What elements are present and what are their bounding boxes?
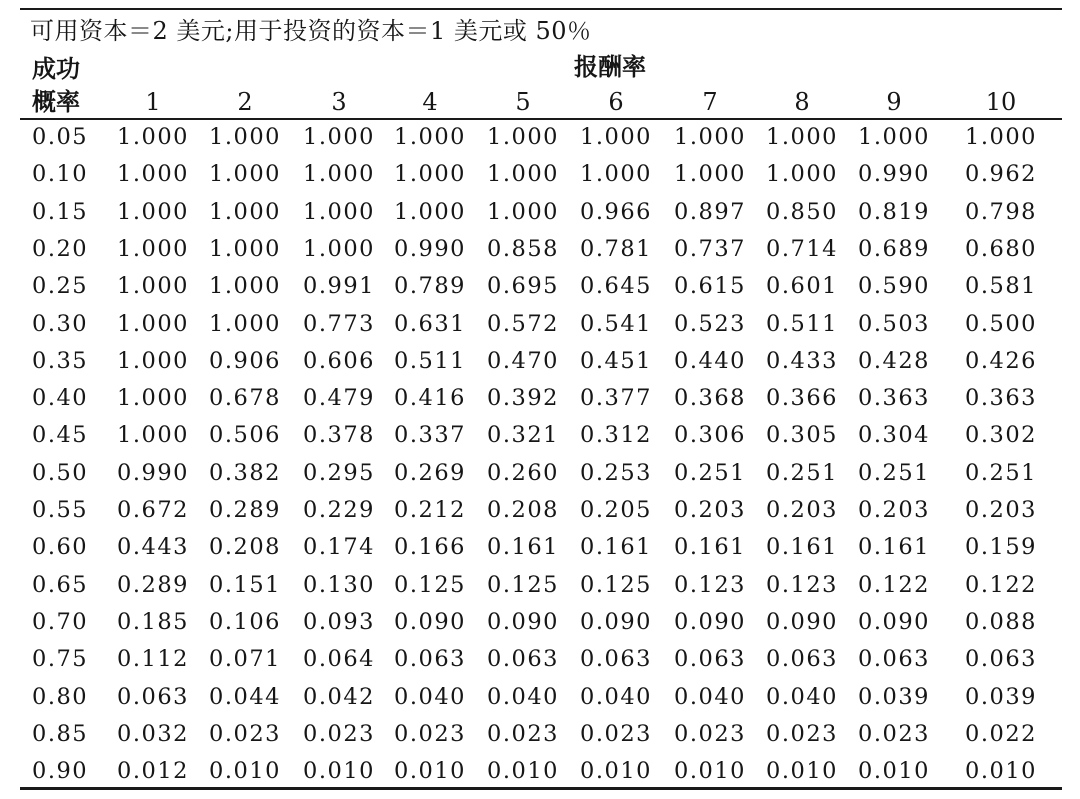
table-cell: 0.023: [858, 720, 930, 747]
success-probability-cell: 0.90: [32, 758, 89, 785]
success-probability-cell: 0.40: [32, 385, 89, 412]
table-cell: 1.000: [487, 161, 559, 188]
table-cell: 1.000: [303, 124, 375, 150]
table-cell: 0.382: [209, 459, 281, 486]
table-cell: 0.500: [965, 310, 1037, 337]
table-cell: 1.000: [303, 161, 375, 188]
table-cell: 0.305: [766, 422, 838, 449]
table-cell: 0.063: [858, 646, 930, 673]
table-cell: 0.781: [580, 235, 652, 262]
column-header-1: 1: [145, 88, 161, 116]
table-cell: 1.000: [117, 235, 189, 262]
table-cell: 0.023: [766, 720, 838, 747]
table-cell: 0.479: [303, 385, 375, 412]
table-cell: 0.440: [674, 347, 746, 374]
table-cell: 0.023: [303, 720, 375, 747]
table-cell: 0.040: [394, 683, 466, 710]
table-cell: 0.615: [674, 273, 746, 300]
table-cell: 0.990: [394, 235, 466, 262]
table-cell: 0.090: [674, 608, 746, 635]
table-cell: 1.000: [766, 161, 838, 188]
table-cell: 0.511: [766, 310, 838, 337]
table-cell: 0.208: [487, 497, 559, 523]
table-cell: 0.269: [394, 459, 466, 486]
stub-header-line-1: 成功: [32, 54, 80, 83]
table-cell: 1.000: [303, 235, 375, 262]
table-cell: 0.166: [394, 534, 466, 561]
table-bottom-rule: [20, 787, 1062, 790]
table-cell: 1.000: [117, 422, 189, 449]
table-cell: 0.090: [487, 608, 559, 635]
table-cell: 1.000: [487, 124, 559, 150]
table-cell: 0.506: [209, 422, 281, 449]
table-cell: 0.185: [117, 608, 189, 635]
table-cell: 1.000: [209, 124, 281, 150]
table-cell: 0.106: [209, 608, 281, 635]
success-probability-cell: 0.55: [32, 497, 89, 523]
table-cell: 0.858: [487, 235, 559, 262]
table-cell: 1.000: [303, 198, 375, 225]
table-cell: 0.023: [580, 720, 652, 747]
table-cell: 0.306: [674, 422, 746, 449]
table-cell: 0.251: [858, 459, 930, 486]
table-cell: 0.251: [965, 459, 1037, 486]
table-cell: 0.040: [674, 683, 746, 710]
table-cell: 0.229: [303, 497, 375, 523]
table-cell: 1.000: [209, 198, 281, 225]
success-probability-cell: 0.45: [32, 422, 89, 449]
table-cell: 1.000: [674, 161, 746, 188]
table-cell: 0.523: [674, 310, 746, 337]
table-cell: 0.798: [965, 198, 1037, 225]
table-cell: 0.161: [487, 534, 559, 561]
table-cell: 0.368: [674, 385, 746, 412]
table-cell: 0.672: [117, 497, 189, 523]
table-cell: 0.039: [858, 683, 930, 710]
table-caption: 可用资本＝2 美元;用于投资的资本＝1 美元或 50％: [30, 17, 592, 45]
table-cell: 0.161: [674, 534, 746, 561]
table-cell: 0.416: [394, 385, 466, 412]
table-cell: 0.212: [394, 497, 466, 523]
table-cell: 0.023: [674, 720, 746, 747]
table-cell: 0.203: [858, 497, 930, 523]
table-cell: 0.090: [766, 608, 838, 635]
table-cell: 0.990: [117, 459, 189, 486]
table-cell: 0.260: [487, 459, 559, 486]
table-cell: 1.000: [117, 161, 189, 188]
success-probability-cell: 0.50: [32, 459, 89, 486]
table-cell: 0.962: [965, 161, 1037, 188]
table-cell: 0.010: [580, 758, 652, 785]
table-cell: 0.090: [394, 608, 466, 635]
table-cell: 0.337: [394, 422, 466, 449]
table-cell: 0.071: [209, 646, 281, 673]
table-cell: 0.010: [487, 758, 559, 785]
table-cell: 0.251: [674, 459, 746, 486]
table-cell: 0.541: [580, 310, 652, 337]
table-cell: 0.378: [303, 422, 375, 449]
table-cell: 0.678: [209, 385, 281, 412]
table-cell: 0.906: [209, 347, 281, 374]
success-probability-cell: 0.15: [32, 198, 89, 225]
table-cell: 0.363: [858, 385, 930, 412]
table-cell: 1.000: [580, 161, 652, 188]
success-probability-cell: 0.75: [32, 646, 89, 673]
table-cell: 0.426: [965, 347, 1037, 374]
table-cell: 0.590: [858, 273, 930, 300]
table-cell: 1.000: [209, 235, 281, 262]
table-cell: 0.689: [858, 235, 930, 262]
table-cell: 0.022: [965, 720, 1037, 747]
table-cell: 0.773: [303, 310, 375, 337]
table-cell: 0.289: [117, 571, 189, 598]
table-cell: 1.000: [209, 273, 281, 300]
table-cell: 0.161: [766, 534, 838, 561]
table-cell: 0.451: [580, 347, 652, 374]
table-cell: 0.966: [580, 198, 652, 225]
table-cell: 1.000: [117, 310, 189, 337]
table-cell: 0.040: [487, 683, 559, 710]
table-cell: 0.122: [965, 571, 1037, 598]
table-cell: 0.090: [858, 608, 930, 635]
table-cell: 0.645: [580, 273, 652, 300]
table-cell: 0.010: [394, 758, 466, 785]
table-cell: 0.010: [766, 758, 838, 785]
success-probability-cell: 0.20: [32, 235, 89, 262]
table-cell: 0.789: [394, 273, 466, 300]
table-cell: 0.063: [487, 646, 559, 673]
table-cell: 1.000: [209, 310, 281, 337]
table-cell: 0.631: [394, 310, 466, 337]
table-cell: 0.366: [766, 385, 838, 412]
table-cell: 1.000: [580, 124, 652, 150]
table-cell: 0.174: [303, 534, 375, 561]
table-cell: 0.251: [766, 459, 838, 486]
table-cell: 1.000: [965, 124, 1037, 150]
table-cell: 0.321: [487, 422, 559, 449]
table-cell: 0.151: [209, 571, 281, 598]
table-cell: 0.581: [965, 273, 1037, 300]
table-cell: 0.443: [117, 534, 189, 561]
table-cell: 0.010: [209, 758, 281, 785]
table-cell: 0.312: [580, 422, 652, 449]
return-rate-spanner: 报酬率: [574, 52, 646, 81]
column-header-10: 10: [985, 88, 1017, 116]
table-cell: 0.010: [965, 758, 1037, 785]
table-cell: 0.064: [303, 646, 375, 673]
column-header-3: 3: [331, 88, 347, 116]
table-cell: 1.000: [394, 124, 466, 150]
success-probability-cell: 0.35: [32, 347, 89, 374]
table-cell: 0.123: [674, 571, 746, 598]
column-header-5: 5: [515, 88, 531, 116]
table-cell: 0.012: [117, 758, 189, 785]
column-header-2: 2: [237, 88, 253, 116]
table-cell: 0.990: [858, 161, 930, 188]
table-cell: 0.203: [766, 497, 838, 523]
table-cell: 0.032: [117, 720, 189, 747]
table-cell: 0.090: [580, 608, 652, 635]
table-cell: 0.063: [766, 646, 838, 673]
table-cell: 0.737: [674, 235, 746, 262]
table-cell: 0.205: [580, 497, 652, 523]
success-probability-cell: 0.70: [32, 608, 89, 635]
success-probability-cell: 0.10: [32, 161, 89, 188]
table-cell: 0.130: [303, 571, 375, 598]
column-header-7: 7: [702, 88, 718, 116]
table-cell: 0.044: [209, 683, 281, 710]
table-cell: 0.819: [858, 198, 930, 225]
table-cell: 0.377: [580, 385, 652, 412]
stub-header-line-2: 概率: [32, 87, 80, 116]
table-cell: 0.010: [303, 758, 375, 785]
table-cell: 1.000: [858, 124, 930, 150]
table-cell: 0.123: [766, 571, 838, 598]
success-probability-cell: 0.05: [32, 124, 89, 150]
table-cell: 0.063: [117, 683, 189, 710]
table-cell: 0.122: [858, 571, 930, 598]
table-cell: 0.470: [487, 347, 559, 374]
table-cell: 0.714: [766, 235, 838, 262]
table-cell: 0.253: [580, 459, 652, 486]
table-top-rule: [20, 8, 1062, 10]
table-cell: 0.503: [858, 310, 930, 337]
success-probability-cell: 0.80: [32, 683, 89, 710]
table-cell: 1.000: [394, 198, 466, 225]
table-cell: 0.304: [858, 422, 930, 449]
ruin-probability-table: [20, 8, 1062, 794]
table-cell: 1.000: [117, 198, 189, 225]
table-cell: 0.433: [766, 347, 838, 374]
table-cell: 0.295: [303, 459, 375, 486]
table-cell: 0.088: [965, 608, 1037, 635]
table-cell: 0.125: [394, 571, 466, 598]
table-cell: 0.991: [303, 273, 375, 300]
table-cell: 0.161: [858, 534, 930, 561]
success-probability-cell: 0.30: [32, 310, 89, 337]
table-cell: 0.063: [965, 646, 1037, 673]
table-cell: 0.093: [303, 608, 375, 635]
table-cell: 1.000: [674, 124, 746, 150]
table-cell: 0.125: [580, 571, 652, 598]
table-cell: 0.680: [965, 235, 1037, 262]
table-cell: 0.063: [674, 646, 746, 673]
table-cell: 0.010: [674, 758, 746, 785]
header-rule: [20, 118, 1062, 120]
table-cell: 0.125: [487, 571, 559, 598]
table-cell: 1.000: [394, 161, 466, 188]
table-cell: 0.023: [209, 720, 281, 747]
column-header-4: 4: [422, 88, 438, 116]
table-cell: 0.042: [303, 683, 375, 710]
table-cell: 0.897: [674, 198, 746, 225]
table-cell: 0.063: [580, 646, 652, 673]
table-cell: 1.000: [117, 385, 189, 412]
table-cell: 0.023: [487, 720, 559, 747]
table-cell: 0.302: [965, 422, 1037, 449]
table-cell: 1.000: [209, 161, 281, 188]
column-header-6: 6: [608, 88, 624, 116]
success-probability-cell: 0.65: [32, 571, 89, 598]
success-probability-cell: 0.25: [32, 273, 89, 300]
table-cell: 0.010: [858, 758, 930, 785]
table-cell: 0.511: [394, 347, 466, 374]
table-cell: 0.023: [394, 720, 466, 747]
table-cell: 1.000: [117, 273, 189, 300]
column-header-9: 9: [886, 88, 902, 116]
success-probability-cell: 0.60: [32, 534, 89, 561]
table-cell: 0.363: [965, 385, 1037, 412]
table-cell: 0.040: [766, 683, 838, 710]
table-cell: 1.000: [487, 198, 559, 225]
table-cell: 0.428: [858, 347, 930, 374]
table-cell: 0.159: [965, 534, 1037, 561]
table-cell: 0.161: [580, 534, 652, 561]
table-cell: 0.850: [766, 198, 838, 225]
table-cell: 1.000: [117, 347, 189, 374]
table-cell: 0.112: [117, 646, 189, 673]
table-cell: 0.203: [674, 497, 746, 523]
column-header-8: 8: [794, 88, 810, 116]
table-cell: 0.063: [394, 646, 466, 673]
table-cell: 1.000: [766, 124, 838, 150]
table-cell: 0.606: [303, 347, 375, 374]
table-cell: 0.039: [965, 683, 1037, 710]
table-cell: 0.289: [209, 497, 281, 523]
success-probability-cell: 0.85: [32, 720, 89, 747]
table-cell: 0.203: [965, 497, 1037, 523]
table-cell: 0.208: [209, 534, 281, 561]
table-cell: 0.040: [580, 683, 652, 710]
table-cell: 0.695: [487, 273, 559, 300]
table-cell: 0.392: [487, 385, 559, 412]
table-cell: 1.000: [117, 124, 189, 150]
table-cell: 0.572: [487, 310, 559, 337]
table-cell: 0.601: [766, 273, 838, 300]
